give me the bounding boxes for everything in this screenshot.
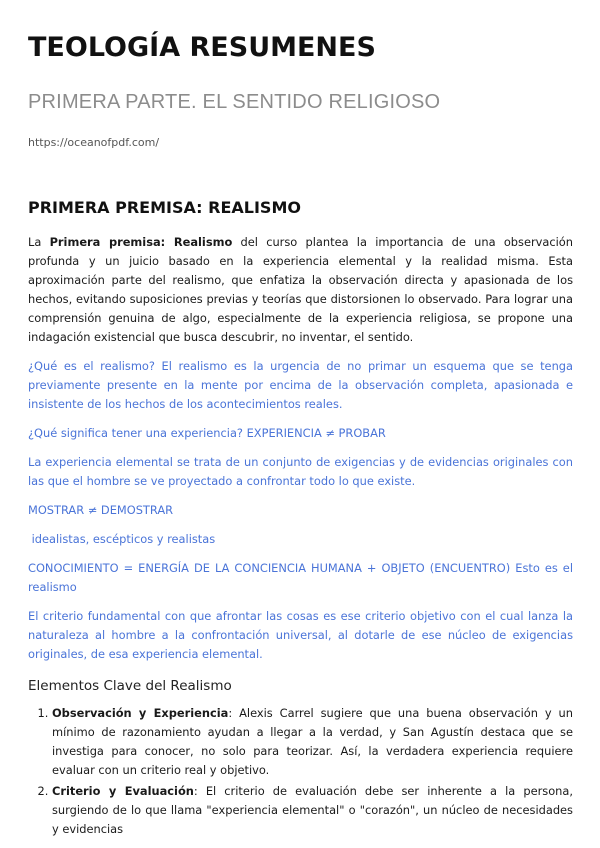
note-show-vs-prove: MOSTRAR ≠ DEMOSTRAR [28,503,174,517]
intro-bold-term: Primera premisa: Realismo [49,235,233,249]
intro-prefix: La [28,235,50,249]
document-content [28,198,573,841]
list-item-term: Criterio y Evaluación [52,784,194,798]
note-positions: idealistas, escépticos y realistas [28,532,216,546]
note-realism-definition: ¿Qué es el realismo? El realismo es la urgencia de no primar un esquema que se tenga previamente presente en la mente por encima de la observación completa, apasionada e insistente de los hechos de los acontecimientos reales. [28,359,573,411]
list-item-text: : Alexis Carrel sugiere que una buena observación y un mínimo de razonamiento ayudan a llegar a la verdad, y San Agustín destaca que se investiga para conocer, no solo para teorizar. Así, la verdadera experiencia requiere evaluar con un criterio real y objetivo. [52,706,574,777]
document-title: TEOLOGÍA RESUMENES [28,32,376,63]
source-url[interactable]: https://oceanofpdf.com/ [28,136,160,149]
key-elements-heading: Elementos Clave del Realismo [28,678,232,694]
note-knowledge-formula: CONOCIMIENTO = ENERGÍA DE LA CONCIENCIA HUMANA + OBJETO (ENCUENTRO) Esto es el realismo [28,561,573,594]
list-item-term: Observación y Experiencia [52,706,229,720]
list-item [52,782,573,839]
list-item [52,704,573,780]
note-fundamental-criterion: El criterio fundamental con que afrontar las cosas es ese criterio objetivo con el cual lanza la naturaleza al hombre a la confrontación universal, al dotarle de ese núcleo de exigencias originales, de esa experiencia elemental. [28,609,573,661]
note-elemental-experience: La experiencia elemental se trata de un conjunto de exigencias y de evidencias originales con las que el hombre se ve proyectado a confrontar todo lo que existe. [28,455,573,488]
list-item-text: : El criterio de evaluación debe ser inherente a la persona, surgiendo de lo que llama "experiencia elemental" o "corazón", un núcleo de necesidades y evidencias [52,784,573,836]
key-elements-list [28,704,573,839]
note-experience-question: ¿Qué significa tener una experiencia? EXPERIENCIA ≠ PROBAR [28,426,386,440]
section-heading: PRIMERA PREMISA: REALISMO [28,198,301,217]
intro-paragraph [28,233,573,347]
intro-rest: del curso plantea la importancia de una observación profunda y un juicio basado en la experiencia elemental y la realidad misma. Esta aproximación parte del realismo, que enfatiza la observación directa y apasionada de los hechos, evitando suposiciones previas y teorías que distorsionen lo observado. Para lograr una comprensión genuina de algo, especialmente de la experiencia religiosa, se propone una indagación existencial que busca descubrir, no inventar, el sentido. [28,235,573,344]
document-subtitle: PRIMERA PARTE. EL SENTIDO RELIGIOSO [28,91,441,113]
